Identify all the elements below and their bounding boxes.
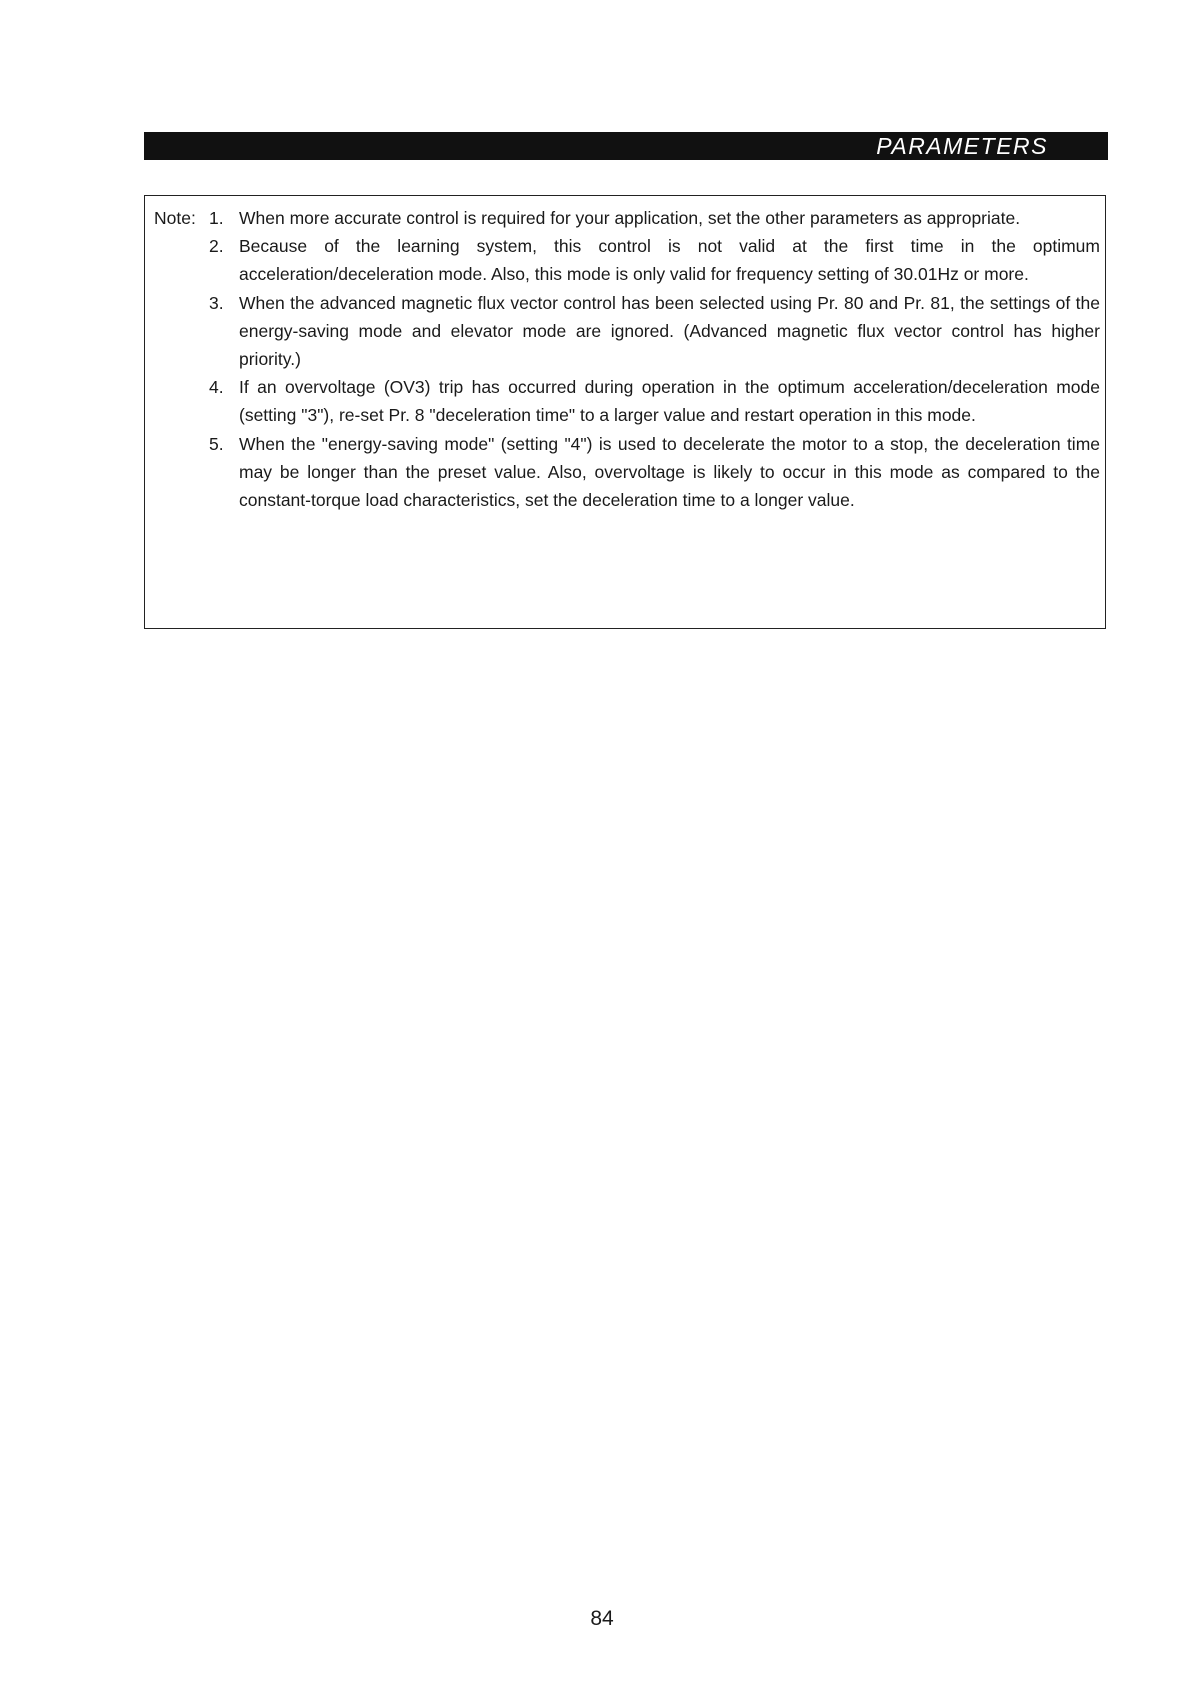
note-label: Note: bbox=[154, 208, 196, 228]
note-item bbox=[154, 373, 1100, 429]
note-item-text: If an overvoltage (OV3) trip has occurred during operation in the optimum acceleration/deceleration mode (setting "3"), re-set Pr. 8 "deceleration time" to a larger value and restart operation in this mode. bbox=[239, 377, 1100, 426]
section-title: PARAMETERS bbox=[876, 133, 1048, 159]
note-list bbox=[154, 204, 1100, 514]
note-item-text: When more accurate control is required for your application, set the other parameters as appropriate. bbox=[239, 208, 1021, 228]
note-item-text: Because of the learning system, this control is not valid at the first time in the optimum acceleration/deceleration mode. Also, this mode is only valid for frequency setting of 30.01Hz or more. bbox=[239, 236, 1100, 285]
page-number: 84 bbox=[590, 1607, 614, 1630]
note-item-number: 4. bbox=[209, 377, 224, 398]
section-header-bar bbox=[144, 132, 1108, 160]
note-item-text: When the advanced magnetic flux vector control has been selected using Pr. 80 and Pr. 81, the settings of the energy-saving mode and elevator mode are ignored. (Advanced magnetic flux vector control has higher priority.) bbox=[239, 292, 1100, 370]
note-item bbox=[154, 430, 1100, 515]
note-item bbox=[154, 204, 1100, 232]
note-item-number: 1. bbox=[209, 208, 224, 228]
note-box bbox=[144, 195, 1106, 629]
note-item bbox=[154, 289, 1100, 374]
note-item-number: 2. bbox=[209, 236, 224, 257]
note-item bbox=[154, 232, 1100, 288]
note-item-number: 5. bbox=[209, 433, 224, 454]
note-item-number: 3. bbox=[209, 292, 224, 313]
note-item-text: When the "energy-saving mode" (setting "4") is used to decelerate the motor to a stop, the deceleration time may be longer than the preset value. Also, overvoltage is likely to occur in this mode as compared to the constant-torque load characteristics, set the deceleration time to a longer value. bbox=[239, 433, 1100, 511]
